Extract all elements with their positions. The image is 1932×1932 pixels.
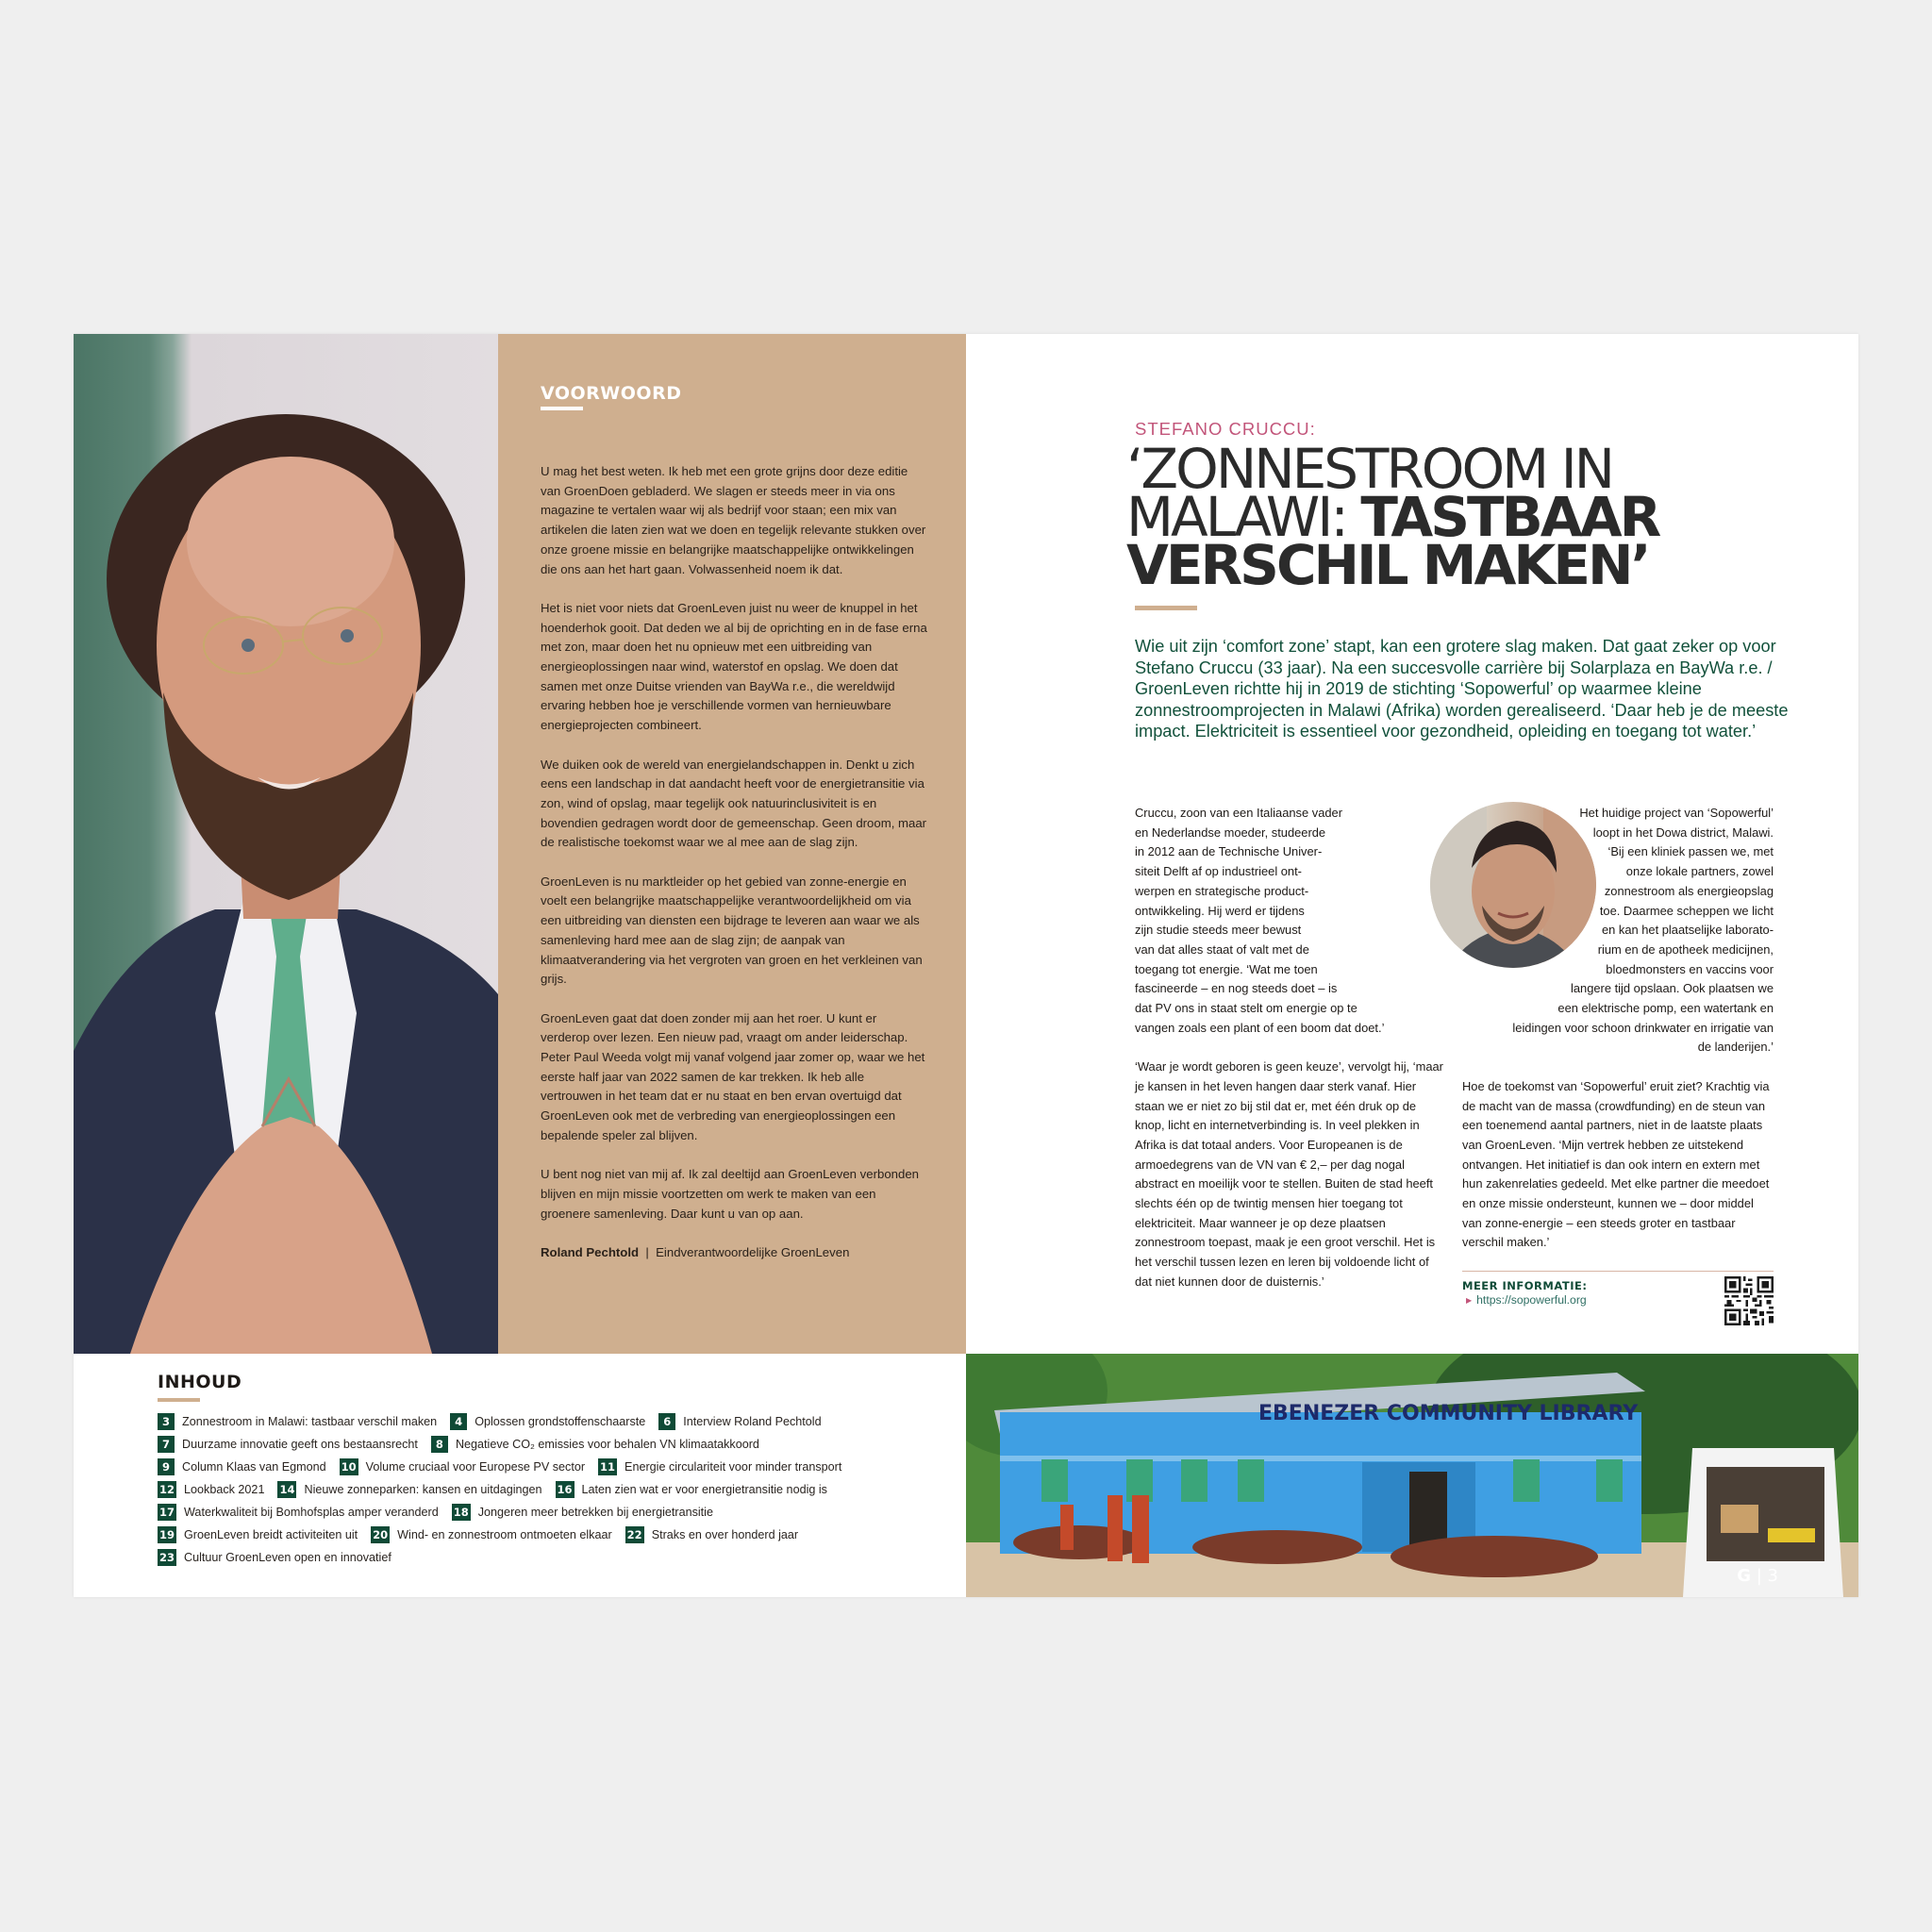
article-page <box>966 334 1858 1597</box>
text-line: werpen en strategische product- <box>1135 883 1309 898</box>
toc-row <box>158 1410 969 1433</box>
sopowerful-link[interactable] <box>1466 1293 1587 1307</box>
toc-label: Negatieve CO₂ emissies voor behalen VN klimaatakkoord <box>455 1438 759 1451</box>
text-line: een elektrische pomp, een watertank en <box>1557 1001 1774 1016</box>
toc-item[interactable] <box>277 1481 541 1498</box>
text-line: onze lokale partners, zowel <box>1625 864 1774 879</box>
toc-item[interactable] <box>371 1526 612 1543</box>
toc-label: Nieuwe zonneparken: kansen en uitdagingen <box>304 1483 542 1496</box>
text-line: in 2012 aan de Technische Univer- <box>1135 844 1323 859</box>
voorwoord-paragraph: Het is niet voor niets dat GroenLeven juist nu weer de knuppel in het hoenderhok gooit. Dat deden we al bij de oprichting en in de fase erna met zon, maar doen het nu opnieuw met een uitbreiding van energieoplossingen naar wind, waterstof en opslag. We doen dat samen met onze Duitse vrienden van BayWa r.e., die wereldwijd ervaring hebben hoe je verschillende vormen van hernieuwbare energieprojecten combineert. <box>541 600 927 733</box>
text-line: dat PV ons in staat stelt om energie op te <box>1135 1001 1357 1016</box>
portrait-illustration <box>74 334 498 1354</box>
column-2-paragraph-1 <box>1462 804 1774 1058</box>
text-line: en kan het plaatselijke laborato- <box>1601 923 1774 938</box>
toc-page-badge: 19 <box>159 1528 175 1541</box>
toc-item[interactable] <box>340 1458 585 1475</box>
toc-item[interactable] <box>158 1436 418 1453</box>
voorwoord-paragraph: GroenLeven is nu marktleider op het gebied van zonne-energie en voelt een belangrijke maatschappelijke verantwoordelijkheid om via een uitbreiding van diensten een bijdrage te leveren aan waar we als samenleving hard mee aan de slag zijn; de aanpak van klimaatverandering via het vergroten van groen en het verkleinen van grijs. <box>541 874 923 987</box>
signature-name: Roland Pechtold <box>541 1245 640 1260</box>
text-line: zonnestroom als energieopslag <box>1604 883 1774 898</box>
text-line: langere tijd opslaan. Ook plaatsen we <box>1571 981 1774 996</box>
toc-item[interactable] <box>158 1458 326 1475</box>
toc-label: Zonnestroom in Malawi: tastbaar verschil maken <box>182 1415 438 1428</box>
toc-row <box>158 1433 969 1456</box>
info-divider <box>1462 1271 1774 1272</box>
text-line: ‘Bij een kliniek passen we, met <box>1607 844 1774 859</box>
voorwoord-body <box>541 462 927 1263</box>
voorwoord-paragraph: We duiken ook de wereld van energielandschappen in. Denkt u zich eens een landschap in dat aandacht heeft voor de energietransitie via zon, wind of opslag, maar tegelijk ook natuurinclusiviteit is en bovendien gedragen wordt door de gemeenschap. Geen droom, maar de realistische toekomst waar we al mee aan de slag zijn. <box>541 757 927 850</box>
toc-page-badge: 9 <box>158 1458 175 1475</box>
portrait-photo-roland-pechtold <box>74 334 498 1354</box>
toc-label: Lookback 2021 <box>184 1483 265 1496</box>
article-column-1 <box>1135 804 1446 1311</box>
article-intro: Wie uit zijn ‘comfort zone’ stapt, kan een grotere slag maken. Dat gaat zeker op voor Stefano Cruccu (33 jaar). Na een succesvolle carrière bij Solarplaza en BayWa r.e. / GroenLeven richtte hij in 2019 de stichting ‘Sopowerful’ op waarmee kleine zonnestroomprojecten in Malawi (Afrika) worden gerealiseerd. ‘Daar heb je de meeste impact. Elektriciteit is essentieel voor gezondheid, opleiding en toegang tot water.’ <box>1135 637 1789 741</box>
toc-page-badge: 14 <box>279 1483 295 1496</box>
magazine-spread <box>74 334 1858 1597</box>
signature <box>541 1243 927 1263</box>
page-number-separator: | <box>1756 1566 1762 1586</box>
toc-row <box>158 1456 969 1478</box>
text-line: vangen zoals een plant of een boom dat doet.’ <box>1135 1020 1385 1035</box>
voorwoord-paragraph: U mag het best weten. Ik heb met een grote grijns door deze editie van GroenDoen gebladerd. We slagen er steeds meer in via ons magazine te vertalen waar wij als bedrijf voor staan; een mix van artikelen die laten zien wat we doen en tegelijk relevante stukken over onze groene missie en belangrijke maatschappelijke ontwikkelingen die ons aan het hart gaan. Volwassenheid noem ik dat. <box>541 464 926 576</box>
toc-item[interactable] <box>158 1549 391 1566</box>
toc-item[interactable] <box>158 1526 358 1543</box>
toc-page-badge: 20 <box>373 1528 389 1541</box>
text-line: zijn studie steeds meer bewust <box>1135 923 1302 938</box>
text-line: toegang tot energie. ‘Wat me toen <box>1135 961 1318 976</box>
library-photo <box>966 1354 1858 1597</box>
text-line: leidingen voor schoon drinkwater en irrigatie van <box>1512 1020 1774 1035</box>
toc-item[interactable] <box>452 1504 713 1521</box>
text-line: rium en de apotheek medicijnen, <box>1597 941 1774 957</box>
voorwoord-paragraph: GroenLeven gaat dat doen zonder mij aan het roer. U kunt er verderop over lezen. Een nieuw pad, vraagt om ander leiderschap. Peter Paul Weeda volgt mij vanaf volgend jaar zomer op, waar we het eerste half jaar van 2022 samen de kar trekken. Ik heb alle vertrouwen in het team dat er nu staat en ben ervan overtuigd dat GroenLeven ook met de verbreding van energieoplossingen een bepalende speler zal blijven. <box>541 1010 925 1142</box>
logo-g-icon: G <box>1737 1566 1751 1586</box>
text-line: toe. Daarmee scheppen we licht <box>1599 903 1774 918</box>
text-line: de landerijen.’ <box>1697 1040 1774 1055</box>
toc-item[interactable] <box>625 1526 798 1543</box>
toc-label: Energie circulariteit voor minder transport <box>625 1460 842 1474</box>
toc-item[interactable] <box>158 1504 439 1521</box>
text-line: Het huidige project van ‘Sopowerful’ <box>1579 806 1774 820</box>
toc-label: Straks en over honderd jaar <box>651 1528 799 1541</box>
toc-label: Jongeren meer betrekken bij energietransitie <box>477 1506 713 1519</box>
toc-page-badge: 6 <box>658 1413 675 1430</box>
info-heading: MEER INFORMATIE: <box>1462 1279 1588 1292</box>
link-text[interactable]: https://sopowerful.org <box>1476 1293 1587 1307</box>
triangle-right-icon: ▶ <box>1466 1295 1473 1305</box>
toc-label: Oplossen grondstoffenschaarste <box>475 1415 646 1428</box>
heading-underline <box>158 1398 200 1402</box>
toc-page-badge: 17 <box>159 1506 175 1519</box>
toc-label: Wind- en zonnestroom ontmoeten elkaar <box>397 1528 612 1541</box>
toc-page-badge: 12 <box>159 1483 175 1496</box>
text-line: siteit Delft af op industrieel ont- <box>1135 864 1302 879</box>
text-line: Cruccu, zoon van een Italiaanse vader <box>1135 806 1342 820</box>
toc-page-badge: 4 <box>450 1413 467 1430</box>
toc-row <box>158 1501 969 1524</box>
article-kicker: STEFANO CRUCCU: <box>1135 419 1316 439</box>
text-line: bloedmonsters en vaccins voor <box>1606 961 1774 976</box>
signature-separator: | <box>645 1245 649 1260</box>
toc-list <box>158 1410 969 1569</box>
toc-page-badge: 11 <box>600 1460 616 1474</box>
text-line: van dat alles staat of valt met de <box>1135 941 1309 957</box>
toc-page-badge: 22 <box>626 1528 642 1541</box>
toc-label: Laten zien wat er voor energietransitie nodig is <box>581 1483 827 1496</box>
library-illustration <box>966 1354 1858 1597</box>
headline-line-3: VERSCHIL MAKEN’ <box>1126 533 1649 597</box>
toc-item[interactable] <box>158 1413 437 1430</box>
toc-label: Volume cruciaal voor Europese PV sector <box>365 1460 586 1474</box>
toc-page-badge: 16 <box>557 1483 573 1496</box>
qr-code[interactable] <box>1724 1276 1774 1325</box>
text-line: ontwikkeling. Hij werd er tijdens <box>1135 903 1305 918</box>
column-1-paragraph-1 <box>1135 804 1446 1038</box>
toc-label: Column Klaas van Egmond <box>182 1460 326 1474</box>
toc-page-badge: 10 <box>341 1460 357 1474</box>
library-sign-text: EBENEZER COMMUNITY LIBRARY <box>1258 1402 1639 1425</box>
text-line: loopt in het Dowa district, Malawi. <box>1592 824 1774 840</box>
toc-label: Waterkwaliteit bij Bomhofsplas amper veranderd <box>184 1506 439 1519</box>
toc-item[interactable] <box>158 1481 264 1498</box>
toc-row <box>158 1478 969 1501</box>
toc-label: Duurzame innovatie geeft ons bestaansrecht <box>182 1438 418 1451</box>
headline-line-1: ‘ZONNESTROOM IN <box>1126 437 1613 501</box>
column-1-paragraph-2: ‘Waar je wordt geboren is geen keuze’, vervolgt hij, ‘maar je kansen in het leven hangen daar sterk vanaf. Hier staan we er niet zo bij stil dat er, met één druk op de knop, licht en internetverbinding is. In veel plekken in Afrika is dat totaal anders. Voor Europeanen is de armoedegrens van de VN van € 2,– per dag nogal abstract en moeilijk voor te stellen. Buiten de stad heeft slechts één op de twintig mensen hier toegang tot elektriciteit. Maar wanneer je op deze plaatsen zonnestroom toepast, maak je een groot verschil. Het is het verschil tussen lezen en leren bij voldoende licht of dat niet kunnen door de duisternis.’ <box>1135 1059 1443 1289</box>
article-column-2 <box>1462 804 1774 1273</box>
toc-item[interactable] <box>450 1413 645 1430</box>
toc-page-badge: 3 <box>158 1413 175 1430</box>
text-line: en Nederlandse moeder, studeerde <box>1135 824 1326 840</box>
inhoud-heading: INHOUD <box>158 1372 242 1392</box>
page-number-value: 3 <box>1767 1566 1778 1586</box>
toc-item[interactable] <box>658 1413 821 1430</box>
toc-row <box>158 1546 969 1569</box>
voorwoord-paragraph: U bent nog niet van mij af. Ik zal deeltijd aan GroenLeven verbonden blijven en mijn missie voortzetten om werk te maken van een groenere samenleving. Daar kunt u van op aan. <box>541 1167 920 1221</box>
toc-label: GroenLeven breidt activiteiten uit <box>184 1528 358 1541</box>
headline-line-2-heavy: TASTBAAR <box>1360 485 1659 549</box>
toc-page-badge: 8 <box>431 1436 448 1453</box>
toc-label: Cultuur GroenLeven open en innovatief <box>184 1551 391 1564</box>
toc-row <box>158 1524 969 1546</box>
text-line: fascineerde – en nog steeds doet – is <box>1135 981 1338 996</box>
toc-page-badge: 7 <box>158 1436 175 1453</box>
heading-underline <box>541 407 583 410</box>
toc-item[interactable] <box>556 1481 827 1498</box>
toc-item[interactable] <box>431 1436 759 1453</box>
toc-page-badge: 23 <box>159 1551 175 1564</box>
toc-page-badge: 18 <box>453 1506 469 1519</box>
table-of-contents <box>158 1372 969 1569</box>
article-headline <box>1126 437 1692 597</box>
toc-label: Interview Roland Pechtold <box>683 1415 822 1428</box>
toc-item[interactable] <box>598 1458 841 1475</box>
headline-underline <box>1135 606 1197 610</box>
headline-line-2-light: MALAWI: <box>1126 485 1361 549</box>
column-2-paragraph-2: Hoe de toekomst van ‘Sopowerful’ eruit ziet? Krachtig via de macht van de massa (crowdfunding) en de steun van een toenemend aantal partners, niet in de laatste plaats van GroenLeven. ‘Mijn vertrek hebben ze uitstekend ontvangen. Het initiatief is dan ook intern en extern met hun zakenrelaties gedeeld. Met elke partner die meedoet en onze missie ondersteunt, kunnen we – door middel van zonne-energie – een steeds groter en tastbaar verschil maken.’ <box>1462 1078 1770 1250</box>
voorwoord-heading: VOORWOORD <box>541 383 682 404</box>
voorwoord-panel <box>498 334 966 1354</box>
page-number <box>1737 1566 1778 1586</box>
signature-role: Eindverantwoordelijke GroenLeven <box>656 1245 850 1260</box>
